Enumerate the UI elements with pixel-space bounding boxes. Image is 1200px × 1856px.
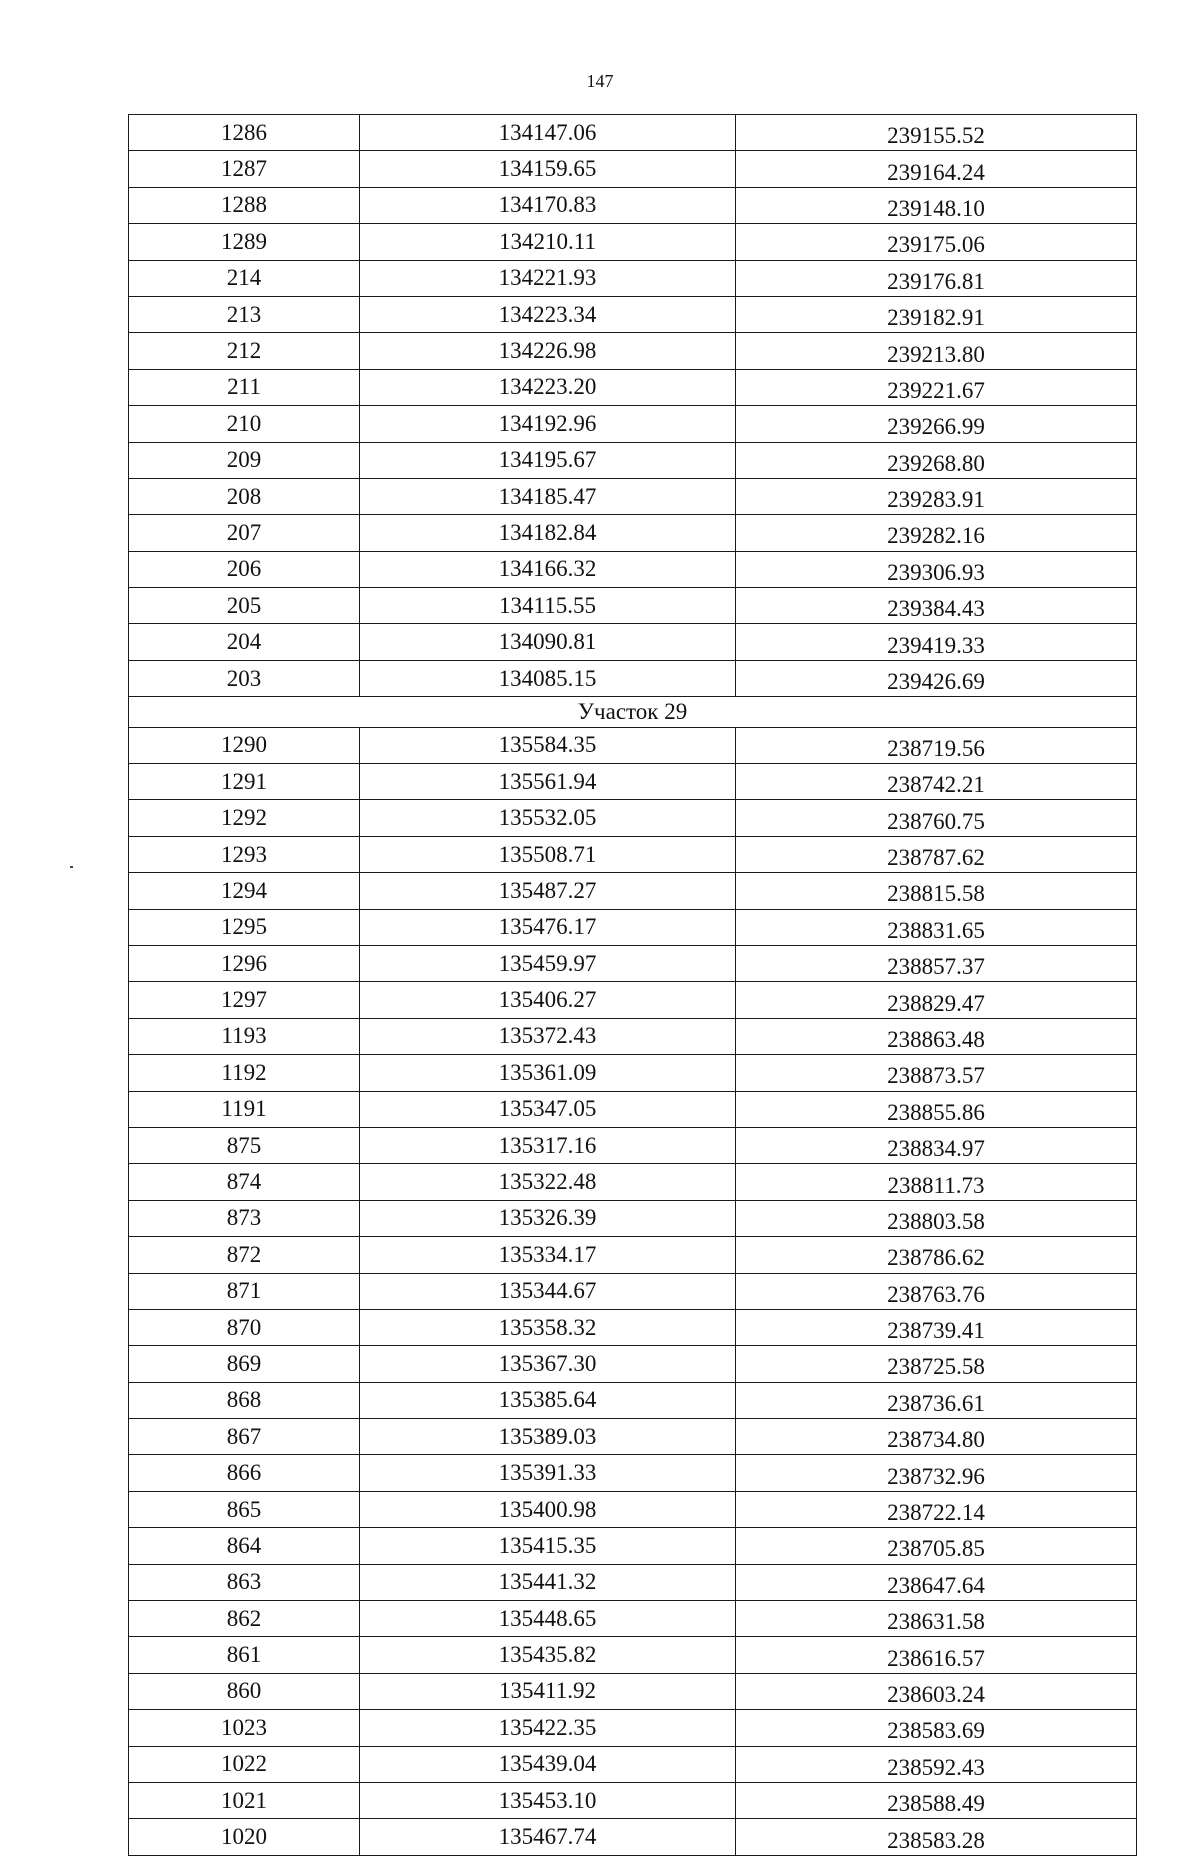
table-row [129,1455,1137,1491]
y-coordinate-cell: 238787.62 [736,836,1137,872]
x-coordinate-cell: 135487.27 [360,873,736,909]
point-number-cell: 1191 [129,1091,360,1127]
y-coordinate-cell: 238855.86 [736,1091,1137,1127]
point-number-cell: 207 [129,515,360,551]
table-row [129,836,1137,872]
x-coordinate-cell: 134159.65 [360,151,736,187]
y-coordinate-cell: 239426.69 [736,660,1137,696]
point-number-cell: 873 [129,1200,360,1236]
x-coordinate-cell: 134170.83 [360,187,736,223]
table-row [129,369,1137,405]
x-coordinate-cell: 134090.81 [360,624,736,660]
table-row [129,764,1137,800]
point-number-cell: 1291 [129,764,360,800]
y-coordinate-cell: 238583.69 [736,1710,1137,1746]
point-number-cell: 1287 [129,151,360,187]
x-coordinate-cell: 134185.47 [360,478,736,514]
table-row [129,187,1137,223]
table-row [129,1200,1137,1236]
point-number-cell: 1294 [129,873,360,909]
table-row [129,945,1137,981]
x-coordinate-cell: 135561.94 [360,764,736,800]
x-coordinate-cell: 134192.96 [360,406,736,442]
y-coordinate-cell: 239384.43 [736,588,1137,624]
y-coordinate-cell: 239164.24 [736,151,1137,187]
point-number-cell: 1022 [129,1746,360,1782]
y-coordinate-cell: 239306.93 [736,551,1137,587]
y-coordinate-cell: 238732.96 [736,1455,1137,1491]
table-row [129,406,1137,442]
table-row [129,1637,1137,1673]
table-row [129,1419,1137,1455]
x-coordinate-cell: 135372.43 [360,1018,736,1054]
table-row [129,1309,1137,1345]
point-number-cell: 1193 [129,1018,360,1054]
point-number-cell: 868 [129,1382,360,1418]
y-coordinate-cell: 238811.73 [736,1164,1137,1200]
y-coordinate-cell: 238763.76 [736,1273,1137,1309]
table-row [129,1346,1137,1382]
table-row [129,873,1137,909]
x-coordinate-cell: 135361.09 [360,1055,736,1091]
page-number: 147 [586,71,614,91]
table-row [129,1491,1137,1527]
table-row [129,1018,1137,1054]
point-number-cell: 212 [129,333,360,369]
point-number-cell: 208 [129,478,360,514]
point-number-cell: 862 [129,1601,360,1637]
x-coordinate-cell: 135532.05 [360,800,736,836]
x-coordinate-cell: 135326.39 [360,1200,736,1236]
y-coordinate-cell: 238834.97 [736,1127,1137,1163]
point-number-cell: 866 [129,1455,360,1491]
point-number-cell: 1289 [129,224,360,260]
y-coordinate-cell: 239148.10 [736,187,1137,223]
point-number-cell: 1296 [129,945,360,981]
x-coordinate-cell: 135411.92 [360,1673,736,1709]
x-coordinate-cell: 135344.67 [360,1273,736,1309]
x-coordinate-cell: 135334.17 [360,1237,736,1273]
y-coordinate-cell: 238742.21 [736,764,1137,800]
y-coordinate-cell: 239175.06 [736,224,1137,260]
table-row [129,224,1137,260]
x-coordinate-cell: 135347.05 [360,1091,736,1127]
x-coordinate-cell: 135459.97 [360,945,736,981]
y-coordinate-cell: 238705.85 [736,1528,1137,1564]
y-coordinate-cell: 238603.24 [736,1673,1137,1709]
y-coordinate-cell: 238631.58 [736,1601,1137,1637]
y-coordinate-cell: 239283.91 [736,478,1137,514]
table-row [129,909,1137,945]
y-coordinate-cell: 238863.48 [736,1018,1137,1054]
point-number-cell: 1293 [129,836,360,872]
table-row [129,1564,1137,1600]
y-coordinate-cell: 238857.37 [736,945,1137,981]
point-number-cell: 1021 [129,1782,360,1818]
table-row [129,515,1137,551]
x-coordinate-cell: 134226.98 [360,333,736,369]
point-number-cell: 1020 [129,1819,360,1855]
point-number-cell: 214 [129,260,360,296]
x-coordinate-cell: 134115.55 [360,588,736,624]
point-number-cell: 1286 [129,115,360,151]
point-number-cell: 1192 [129,1055,360,1091]
point-number-cell: 875 [129,1127,360,1163]
y-coordinate-cell: 238734.80 [736,1419,1137,1455]
x-coordinate-cell: 134147.06 [360,115,736,151]
x-coordinate-cell: 134166.32 [360,551,736,587]
table-row [129,260,1137,296]
table-row [129,660,1137,696]
point-number-cell: 204 [129,624,360,660]
table-row [129,1601,1137,1637]
y-coordinate-cell: 238829.47 [736,982,1137,1018]
x-coordinate-cell: 135415.35 [360,1528,736,1564]
y-coordinate-cell: 238616.57 [736,1637,1137,1673]
point-number-cell: 874 [129,1164,360,1200]
x-coordinate-cell: 134223.20 [360,369,736,405]
y-coordinate-cell: 238803.58 [736,1200,1137,1236]
point-number-cell: 1290 [129,727,360,763]
table-row [129,1673,1137,1709]
y-coordinate-cell: 238719.56 [736,727,1137,763]
x-coordinate-cell: 135317.16 [360,1127,736,1163]
y-coordinate-cell: 239155.52 [736,115,1137,151]
y-coordinate-cell: 239176.81 [736,260,1137,296]
y-coordinate-cell: 238815.58 [736,873,1137,909]
table-row [129,1237,1137,1273]
point-number-cell: 1297 [129,982,360,1018]
coordinates-table-body [129,115,1137,1856]
y-coordinate-cell: 238722.14 [736,1491,1137,1527]
y-coordinate-cell: 239266.99 [736,406,1137,442]
x-coordinate-cell: 134221.93 [360,260,736,296]
point-number-cell: 206 [129,551,360,587]
y-coordinate-cell: 239213.80 [736,333,1137,369]
table-row [129,478,1137,514]
x-coordinate-cell: 135584.35 [360,727,736,763]
x-coordinate-cell: 134085.15 [360,660,736,696]
y-coordinate-cell: 238592.43 [736,1746,1137,1782]
y-coordinate-cell: 238736.61 [736,1382,1137,1418]
table-row [129,1273,1137,1309]
y-coordinate-cell: 239221.67 [736,369,1137,405]
point-number-cell: 869 [129,1346,360,1382]
x-coordinate-cell: 135400.98 [360,1491,736,1527]
point-number-cell: 871 [129,1273,360,1309]
coordinates-table [128,114,1137,1856]
x-coordinate-cell: 135391.33 [360,1455,736,1491]
table-row [129,1382,1137,1418]
table-row [129,333,1137,369]
y-coordinate-cell: 238739.41 [736,1309,1137,1345]
point-number-cell: 203 [129,660,360,696]
table-row [129,1782,1137,1818]
point-number-cell: 864 [129,1528,360,1564]
y-coordinate-cell: 239268.80 [736,442,1137,478]
x-coordinate-cell: 135453.10 [360,1782,736,1818]
table-row [129,1091,1137,1127]
x-coordinate-cell: 135467.74 [360,1819,736,1855]
x-coordinate-cell: 134223.34 [360,296,736,332]
table-row [129,442,1137,478]
point-number-cell: 872 [129,1237,360,1273]
point-number-cell: 861 [129,1637,360,1673]
table-row [129,1746,1137,1782]
point-number-cell: 863 [129,1564,360,1600]
x-coordinate-cell: 135508.71 [360,836,736,872]
table-row [129,1164,1137,1200]
table-row [129,727,1137,763]
x-coordinate-cell: 134195.67 [360,442,736,478]
y-coordinate-cell: 238583.28 [736,1819,1137,1855]
y-coordinate-cell: 239282.16 [736,515,1137,551]
table-row [129,1819,1137,1855]
x-coordinate-cell: 135389.03 [360,1419,736,1455]
scan-speck [70,866,73,868]
table-row [129,1528,1137,1564]
y-coordinate-cell: 238760.75 [736,800,1137,836]
point-number-cell: 1292 [129,800,360,836]
table-row [129,551,1137,587]
point-number-cell: 1023 [129,1710,360,1746]
x-coordinate-cell: 134210.11 [360,224,736,260]
point-number-cell: 209 [129,442,360,478]
x-coordinate-cell: 135367.30 [360,1346,736,1382]
point-number-cell: 867 [129,1419,360,1455]
table-row [129,115,1137,151]
point-number-cell: 210 [129,406,360,442]
point-number-cell: 1288 [129,187,360,223]
x-coordinate-cell: 135441.32 [360,1564,736,1600]
section-title: Участок 29 [129,697,1137,727]
y-coordinate-cell: 238873.57 [736,1055,1137,1091]
y-coordinate-cell: 239419.33 [736,624,1137,660]
table-row [129,588,1137,624]
point-number-cell: 1295 [129,909,360,945]
table-row [129,151,1137,187]
x-coordinate-cell: 135385.64 [360,1382,736,1418]
table-row [129,1055,1137,1091]
table-row [129,296,1137,332]
point-number-cell: 860 [129,1673,360,1709]
y-coordinate-cell: 239182.91 [736,296,1137,332]
x-coordinate-cell: 135439.04 [360,1746,736,1782]
x-coordinate-cell: 134182.84 [360,515,736,551]
table-row [129,1710,1137,1746]
point-number-cell: 211 [129,369,360,405]
table-row [129,1127,1137,1163]
x-coordinate-cell: 135422.35 [360,1710,736,1746]
y-coordinate-cell: 238831.65 [736,909,1137,945]
x-coordinate-cell: 135435.82 [360,1637,736,1673]
point-number-cell: 205 [129,588,360,624]
x-coordinate-cell: 135448.65 [360,1601,736,1637]
y-coordinate-cell: 238786.62 [736,1237,1137,1273]
point-number-cell: 213 [129,296,360,332]
y-coordinate-cell: 238647.64 [736,1564,1137,1600]
x-coordinate-cell: 135322.48 [360,1164,736,1200]
y-coordinate-cell: 238588.49 [736,1782,1137,1818]
y-coordinate-cell: 238725.58 [736,1346,1137,1382]
x-coordinate-cell: 135406.27 [360,982,736,1018]
point-number-cell: 865 [129,1491,360,1527]
table-row [129,982,1137,1018]
x-coordinate-cell: 135358.32 [360,1309,736,1345]
table-row [129,800,1137,836]
x-coordinate-cell: 135476.17 [360,909,736,945]
table-row [129,624,1137,660]
point-number-cell: 870 [129,1309,360,1345]
section-row [129,697,1137,727]
